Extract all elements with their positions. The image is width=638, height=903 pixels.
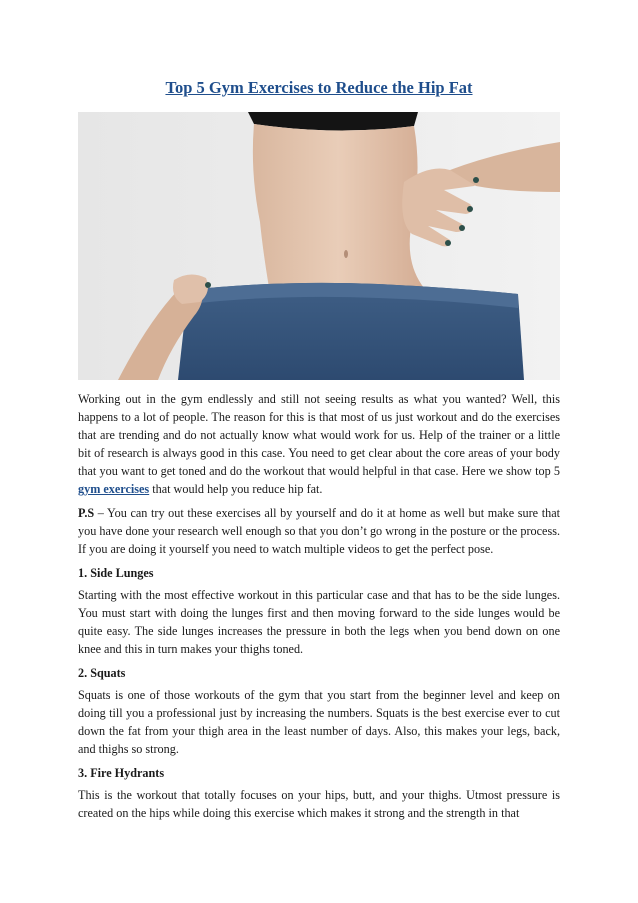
section-body-side-lunges: Starting with the most effective workout in this particular case and that has to be the side lunges. You must start with doing the lunges first and then moving forward to the side lunges would be quite easy. The side lunges increases the pressure in both the legs when you bend down on one knee and this in turn makes your thighs toned. bbox=[78, 588, 560, 656]
section-heading-side-lunges: 1. Side Lunges bbox=[78, 566, 154, 580]
section-heading-squats: 2. Squats bbox=[78, 666, 126, 680]
intro-text-end: that would help you reduce hip fat. bbox=[149, 482, 323, 496]
article-body bbox=[78, 390, 560, 828]
intro-paragraph bbox=[78, 390, 560, 498]
section-body-fire-hydrants: This is the workout that totally focuses on your hips, butt, and your thighs. Utmost pressure is created on the hips while doing this exercise which makes it strong and the strength in that bbox=[78, 788, 560, 820]
section-heading-fire-hydrants: 3. Fire Hydrants bbox=[78, 766, 165, 780]
page-title: Top 5 Gym Exercises to Reduce the Hip Fat bbox=[165, 78, 473, 97]
hero-image-waist-jeans bbox=[78, 112, 560, 380]
ps-paragraph bbox=[78, 504, 560, 558]
section-body-squats: Squats is one of those workouts of the gym that you start from the beginner level and keep on doing till you a professional just by increasing the numbers. Squats is the best exercise ever to cut down the fat from your thigh area in the least number of days. Also, this makes your legs, back, and thighs so strong. bbox=[78, 688, 560, 756]
gym-exercises-link[interactable]: gym exercises bbox=[78, 482, 150, 496]
ps-text: – You can try out these exercises all by yourself and do it at home as well but make sure that you have done your research well enough so that you don’t go wrong in the posture or the process. If you are doing it yourself you need to watch multiple videos to get the perfect pose. bbox=[78, 506, 560, 556]
ps-label: P.S bbox=[78, 506, 95, 520]
intro-text-start: Working out in the gym endlessly and still not seeing results as what you wanted? Well, this happens to a lot of people. The reason for this is that most of us just workout and do the exercises that are trending and do not actually know what would work for us. Help of the trainer or a little bit of research is always good in this case. You need to get clear about the core areas of your body that you want to get toned and do the workout that would helpful in that case. Here we show top 5 bbox=[78, 392, 560, 478]
